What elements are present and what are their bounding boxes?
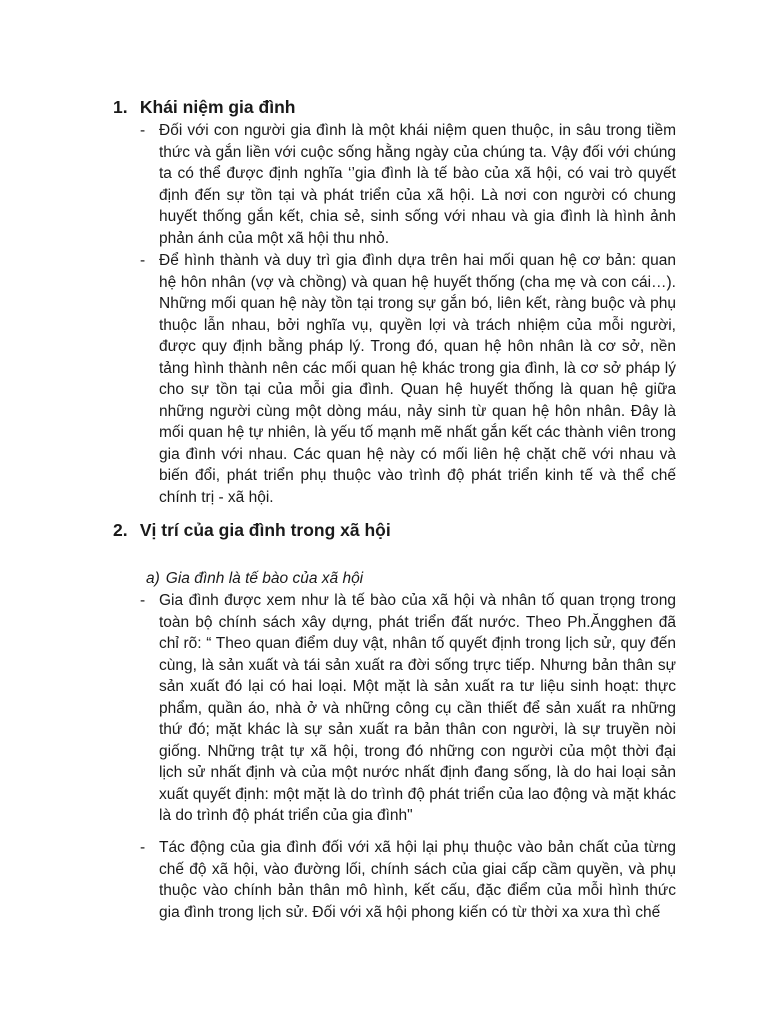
bullet-item <box>140 837 676 923</box>
section-title: Khái niệm gia đình <box>139 97 296 117</box>
bullet-text: Tác động của gia đình đối với xã hội lại phụ thuộc vào bản chất của từng chế độ xã hội, vào đường lối, chính sách của giai cấp cầm quyền, và phụ thuộc vào chính bản thân mô hình, kết cấu, đặc điểm của mỗi hình thức gia đình trong lịch sử. Đối với xã hội phong kiến có từ thời xa xưa thì chế <box>159 839 676 921</box>
section-number: 1. <box>113 97 128 117</box>
bullet-dash: - <box>140 592 146 609</box>
subsection-title: Gia đình là tế bào của xã hội <box>165 570 364 587</box>
subsection-heading <box>146 568 363 590</box>
bullet-text: Đối với con người gia đình là một khái niệm quen thuộc, in sâu trong tiềm thức và gắn liền với cuộc sống hằng ngày của chúng ta. Vậy đối với chúng ta có thể được định nghĩa ‘’gia đình là tế bào của xã hội, có vai trò quyết định đến sự tồn tại và phát triển của xã hội. Là nơi con người có chung huyết thống gắn kết, chia sẻ, sinh sống với nhau và gia đình là hình ảnh phản ánh của một xã hội thu nhỏ. <box>159 122 676 247</box>
section-heading-1 <box>113 96 295 118</box>
bullet-text: Gia đình được xem như là tế bào của xã hội và nhân tố quan trọng trong toàn bộ chính sách xây dựng, phát triển đất nước. Theo Ph.Ăngghen đã chỉ rõ: “ Theo quan điểm duy vật, nhân tố quyết định trong lịch sử, quy đến cùng, là sản xuất và tái sản xuất ra đời sống trực tiếp. Nhưng bản thân sự sản xuất đó lại có hai loại. Một mặt là sản xuất ra tư liệu sinh hoạt: thực phẩm, quần áo, nhà ở và những công cụ cần thiết để sản xuất ra những thứ đó; mặt khác là sự sản xuất ra bản thân con người, là sự truyền nòi giống. Những trật tự xã hội, trong đó những con người của một thời đại lịch sử nhất định và của một nước nhất định đang sống, là do hai loại sản xuất quyết định: một mặt là do trình độ phát triển của lao động và mặt khác là do trình độ phát triển của gia đình" <box>159 592 676 824</box>
section-heading-2 <box>113 519 391 541</box>
section-number: 2. <box>113 520 128 540</box>
bullet-item <box>140 250 676 508</box>
bullet-text: Để hình thành và duy trì gia đình dựa trên hai mối quan hệ cơ bản: quan hệ hôn nhân (vợ và chồng) và quan hệ huyết thống (cha mẹ và con cái…). Những mối quan hệ này tồn tại trong sự gắn bó, liên kết, ràng buộc và phụ thuộc lẫn nhau, bởi nghĩa vụ, quyền lợi và trách nhiệm của mỗi người, được quy định bằng pháp lý. Trong đó, quan hệ hôn nhân là cơ sở, nền tảng hình thành nên các mối quan hệ khác trong gia đình, là cơ sở pháp lý cho sự tồn tại của mỗi gia đình. Quan hệ huyết thống là quan hệ giữa những người cùng một dòng máu, nảy sinh từ quan hệ hôn nhân. Đây là mối quan hệ tự nhiên, là yếu tố mạnh mẽ nhất gắn kết các thành viên trong gia đình với nhau. Các quan hệ này có mối liên hệ chặt chẽ với nhau và biến đổi, phát triển phụ thuộc vào trình độ phát triển kinh tế và thể chế chính trị - xã hội. <box>159 252 676 506</box>
bullet-dash: - <box>140 122 146 139</box>
bullet-dash: - <box>140 252 146 269</box>
subsection-letter: a) <box>146 570 160 587</box>
bullet-dash: - <box>140 839 146 856</box>
bullet-item <box>140 120 676 249</box>
section-title: Vị trí của gia đình trong xã hội <box>139 520 391 540</box>
bullet-item <box>140 590 676 827</box>
